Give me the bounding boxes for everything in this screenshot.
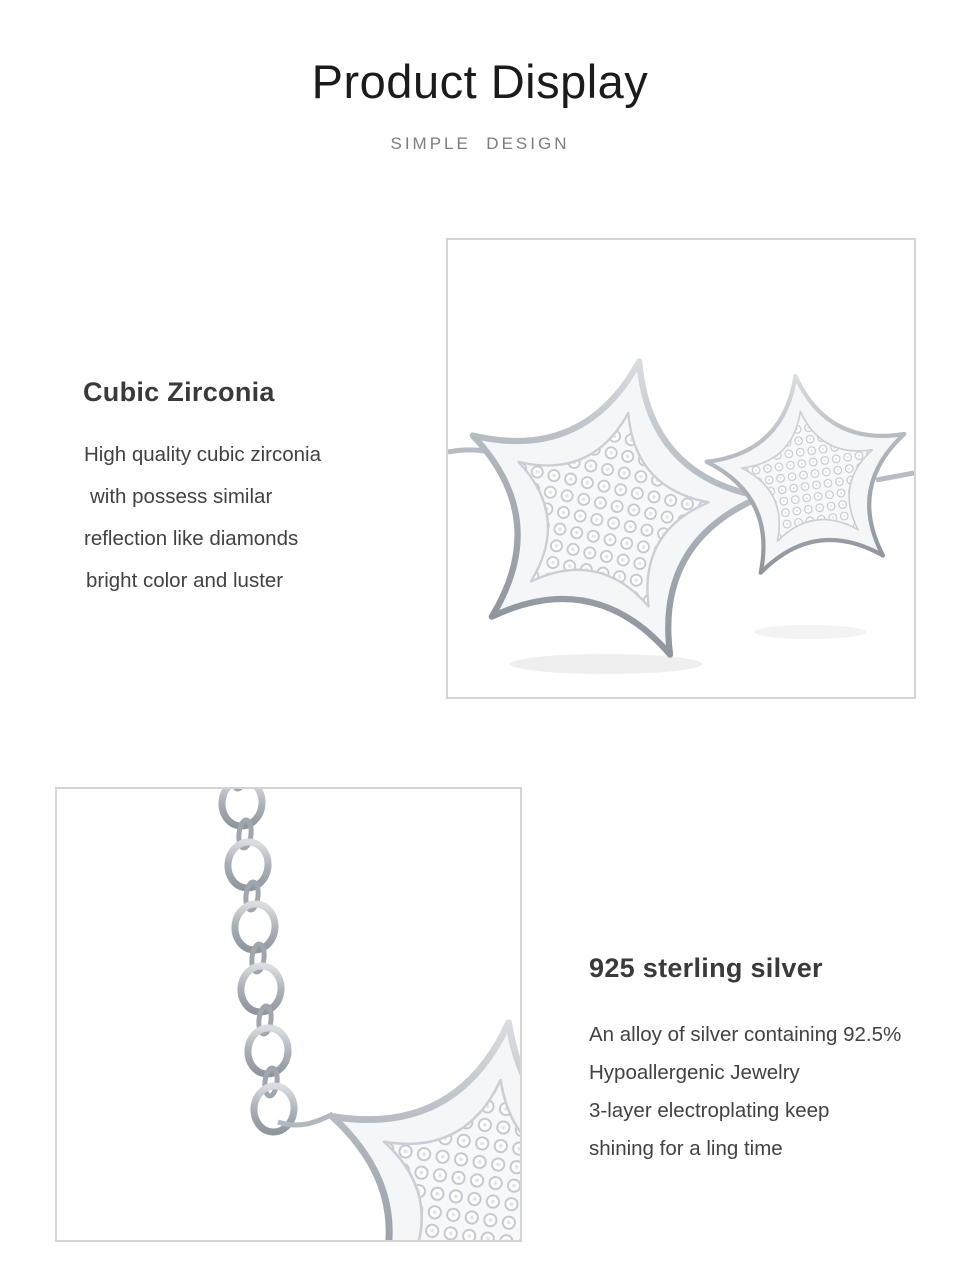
feature-line: High quality cubic zirconia	[84, 443, 322, 466]
reflection-shadow	[510, 654, 702, 674]
sterling-silver-text	[589, 1016, 901, 1168]
cubic-zirconia-heading: Cubic Zirconia	[83, 377, 275, 407]
feature-line: bright color and luster	[86, 569, 284, 592]
reflection-shadow	[754, 625, 866, 639]
feature-line: with possess similar	[90, 485, 273, 508]
connector-wire	[278, 1114, 333, 1125]
feature-line: An alloy of silver containing 92.5%	[589, 1023, 902, 1046]
page-subtitle: SIMPLE DESIGN	[390, 134, 570, 153]
feature-line: 3-layer electroplating keep	[589, 1099, 830, 1122]
feature-line: shining for a ling time	[589, 1137, 783, 1160]
large-starfish-charm	[448, 331, 783, 667]
starfish-charms-illustration	[448, 240, 914, 697]
cable-chain	[220, 789, 297, 1134]
chain-starfish-photo	[55, 787, 522, 1242]
feature-line: reflection like diamonds	[84, 527, 299, 550]
page-title: Product Display	[311, 55, 649, 108]
feature-line: Hypoallergenic Jewelry	[589, 1061, 800, 1084]
sterling-silver-heading: 925 sterling silver	[589, 953, 823, 983]
bracelet-wire-right	[876, 473, 914, 480]
pave-starfish-pendant	[306, 1000, 520, 1240]
chain-starfish-illustration	[57, 789, 520, 1240]
cubic-zirconia-text	[84, 434, 321, 602]
starfish-charms-photo	[446, 238, 916, 699]
small-starfish-charm	[697, 362, 914, 578]
